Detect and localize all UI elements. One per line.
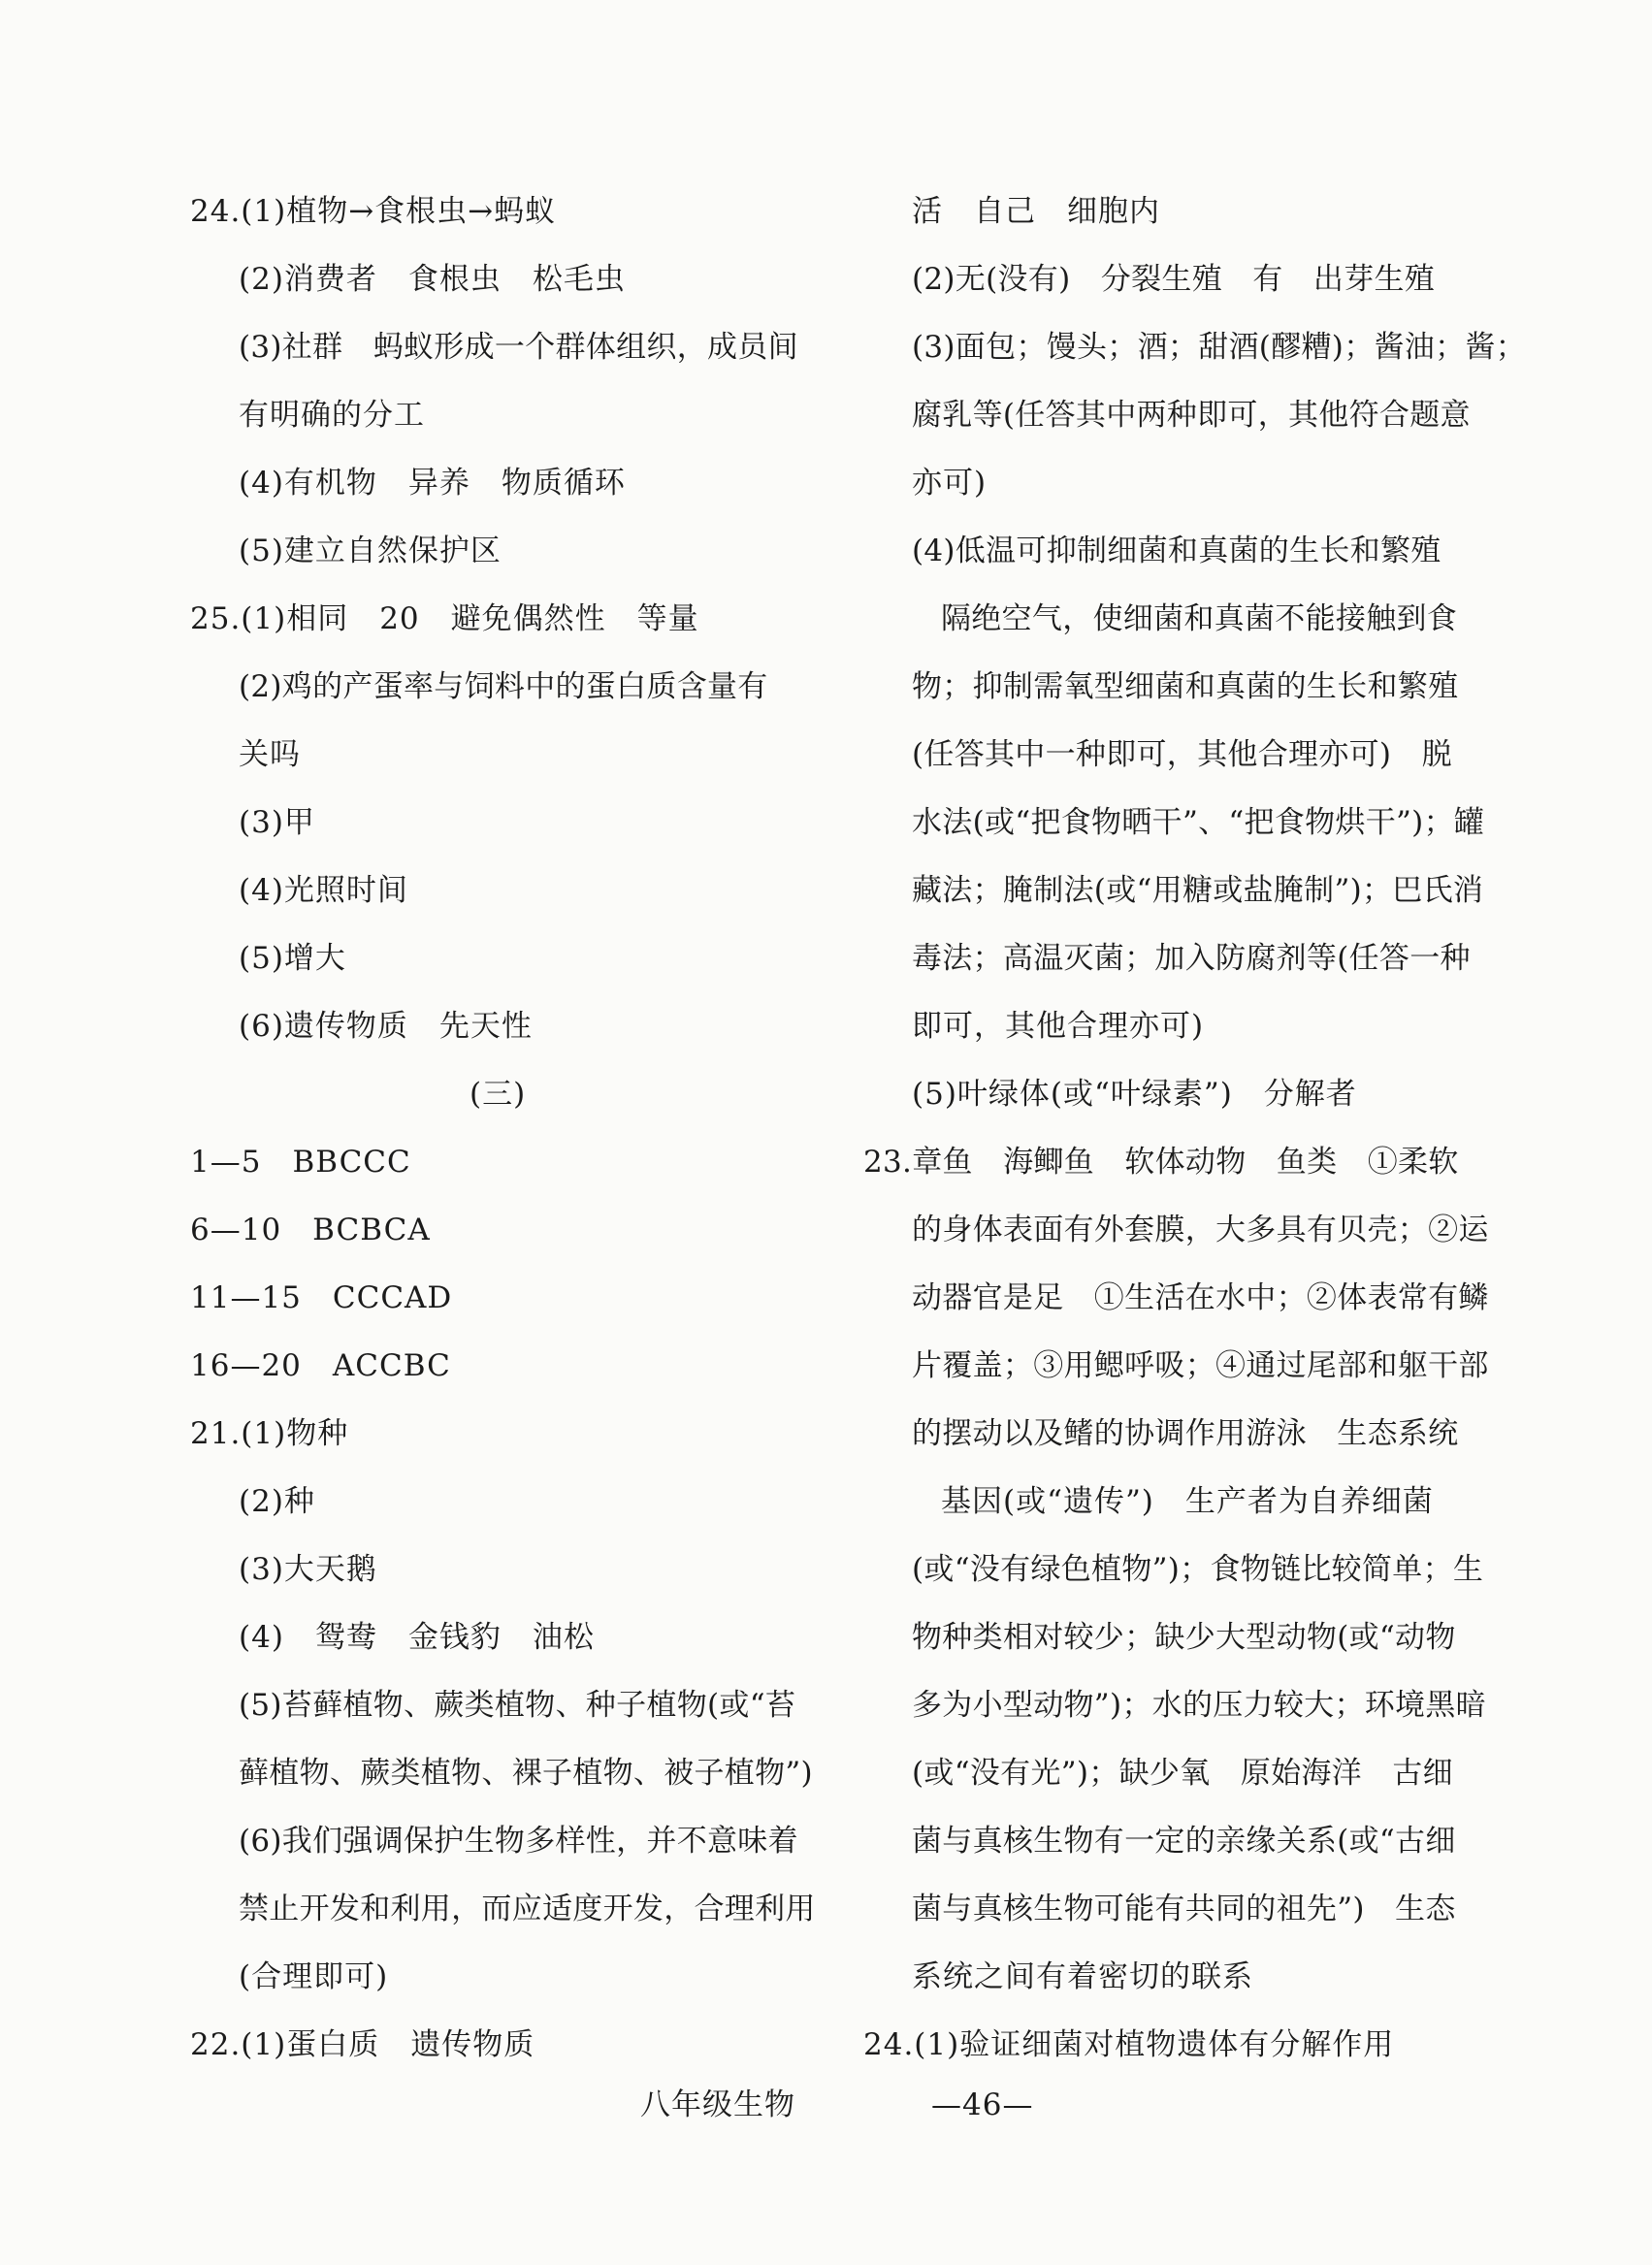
text-line: (6)我们强调保护生物多样性，并不意味着: [239, 1824, 798, 1859]
text-line: 的摆动以及鳍的协调作用游泳 生态系统: [912, 1416, 1459, 1451]
text-line: 有明确的分工: [239, 398, 425, 433]
footer-subject: 八年级生物: [640, 2087, 795, 2122]
text-line: (任答其中一种即可，其他合理亦可) 脱: [912, 737, 1452, 772]
text-line: 毒法；高温灭菌；加入防腐剂等(任答一种: [912, 941, 1471, 976]
text-line: 多为小型动物”)；水的压力较大；环境黑暗: [912, 1688, 1486, 1723]
text-line: 21.(1)物种: [190, 1416, 349, 1451]
text-line: 亦可): [912, 466, 988, 501]
text-line: 16—20 ACCBC: [190, 1348, 451, 1383]
text-line: 系统之间有着密切的联系: [912, 1959, 1253, 1994]
text-line: 藏法；腌制法(或“用糖或盐腌制”)；巴氏消: [912, 873, 1484, 908]
text-line: 6—10 BCBCA: [190, 1213, 431, 1247]
text-line: 菌与真核生物有一定的亲缘关系(或“古细: [912, 1824, 1456, 1859]
text-line: 25.(1)相同 20 避免偶然性 等量: [190, 601, 699, 636]
text-line: 24.(1)植物→食根虫→蚂蚁: [190, 194, 557, 229]
text-line: 水法(或“把食物晒干”、“把食物烘干”)；罐: [912, 805, 1485, 840]
text-line: (合理即可): [239, 1959, 389, 1994]
text-line: 1—5 BBCCC: [190, 1145, 411, 1180]
text-line: 物；抑制需氧型细菌和真菌的生长和繁殖: [912, 669, 1459, 704]
section-heading: (三): [470, 1077, 527, 1112]
text-line: (3)社群 蚂蚁形成一个群体组织，成员间: [239, 330, 798, 365]
text-line: (5)增大: [239, 941, 346, 976]
text-line: 藓植物、蕨类植物、裸子植物、被子植物”): [239, 1756, 813, 1791]
text-line: 关吗: [239, 737, 301, 772]
text-line: (4)低温可抑制细菌和真菌的生长和繁殖: [912, 534, 1441, 568]
text-line: (2)无(没有) 分裂生殖 有 出芽生殖: [912, 262, 1436, 297]
text-line: (5)建立自然保护区: [239, 534, 502, 568]
text-line: 菌与真核生物可能有共同的祖先”) 生态: [912, 1892, 1456, 1926]
text-line: (3)面包；馒头；酒；甜酒(醪糟)；酱油；酱；: [912, 330, 1526, 365]
text-line: 物种类相对较少；缺少大型动物(或“动物: [912, 1620, 1456, 1655]
text-line: 23.章鱼 海鲫鱼 软体动物 鱼类 ①柔软: [863, 1145, 1459, 1180]
text-line: 22.(1)蛋白质 遗传物质: [190, 2027, 535, 2062]
page-number: —46—: [931, 2087, 1034, 2122]
text-line: (4)光照时间: [239, 873, 408, 908]
text-line: (5)苔藓植物、蕨类植物、种子植物(或“苔: [239, 1688, 796, 1723]
text-line: (4)有机物 异养 物质循环: [239, 466, 626, 501]
text-line: 的身体表面有外套膜，大多具有贝壳；②运: [912, 1213, 1489, 1247]
text-line: (4) 鸳鸯 金钱豹 油松: [239, 1620, 595, 1655]
text-line: 腐乳等(任答其中两种即可，其他符合题意: [912, 398, 1471, 433]
text-line: (5)叶绿体(或“叶绿素”) 分解者: [912, 1077, 1357, 1112]
text-line: (3)大天鹅: [239, 1552, 377, 1587]
text-line: 隔绝空气，使细菌和真菌不能接触到食: [941, 601, 1458, 636]
text-line: (2)种: [239, 1484, 315, 1519]
text-line: 11—15 CCCAD: [190, 1280, 453, 1315]
text-line: 片覆盖；③用鳃呼吸；④通过尾部和躯干部: [912, 1348, 1489, 1383]
text-line: (2)消费者 食根虫 松毛虫: [239, 262, 626, 297]
text-line: (2)鸡的产蛋率与饲料中的蛋白质含量有: [239, 669, 768, 704]
text-line: 禁止开发和利用，而应适度开发，合理利用: [239, 1892, 816, 1926]
text-line: 活 自己 细胞内: [912, 194, 1160, 229]
text-line: (6)遗传物质 先天性: [239, 1009, 533, 1044]
text-line: 动器官是足 ①生活在水中；②体表常有鳞: [912, 1280, 1489, 1315]
text-line: (或“没有绿色植物”)；食物链比较简单；生: [912, 1552, 1484, 1587]
text-line: 基因(或“遗传”) 生产者为自养细菌: [941, 1484, 1434, 1519]
text-line: (或“没有光”)；缺少氧 原始海洋 古细: [912, 1756, 1453, 1791]
text-line: 即可，其他合理亦可): [912, 1009, 1205, 1044]
text-line: 24.(1)验证细菌对植物遗体有分解作用: [863, 2027, 1395, 2062]
text-line: (3)甲: [239, 805, 315, 840]
